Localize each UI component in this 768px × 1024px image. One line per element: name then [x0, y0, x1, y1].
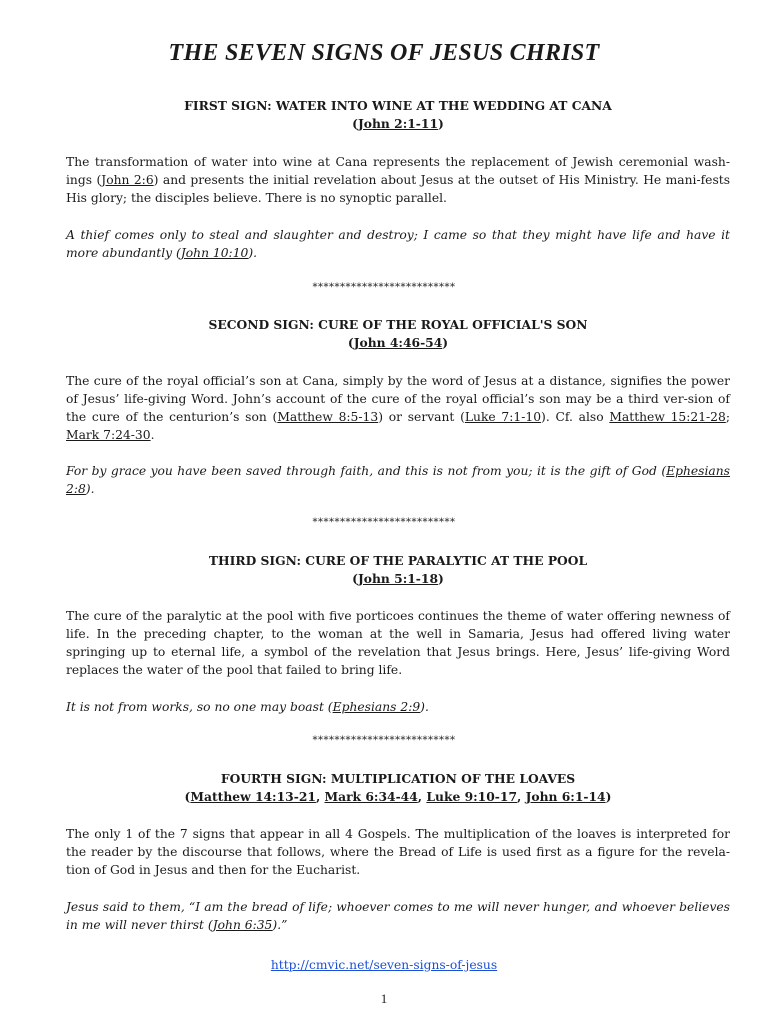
section-body-4	[66, 825, 730, 879]
section-heading-2	[66, 316, 730, 352]
section-heading-3	[66, 552, 730, 588]
body-text: The transformation of water into wine at Cana represents the replacement of Jewish ceremonial wash-ings (	[66, 155, 730, 187]
quote-text: ).	[248, 246, 258, 260]
scripture-ref-link[interactable]: John 6:1-14	[525, 789, 606, 804]
scripture-ref-link[interactable]: John 2:6	[101, 173, 154, 187]
scripture-ref-link[interactable]: Matthew 14:13-21	[190, 789, 316, 804]
heading-ref-line: (John 4:46-54)	[347, 335, 449, 350]
separator: **************************	[312, 735, 456, 746]
scripture-ref-link[interactable]: Matthew 15:21-28	[609, 410, 726, 424]
scripture-ref-link[interactable]: John 10:10	[180, 246, 249, 260]
body-text: ;	[725, 410, 730, 424]
scripture-ref-link[interactable]: Mark 7:24-30	[66, 428, 151, 442]
section-quote-4	[66, 898, 730, 934]
section-quote-1	[66, 226, 730, 262]
quote-text: Jesus said to them, “I am the bread of life; whoever comes to me will never hunger, and whoever believes in me will never thirst (	[66, 900, 730, 932]
quote-text: ).	[420, 700, 429, 714]
body-text: ) or servant (	[378, 410, 465, 424]
separator: **************************	[312, 517, 456, 528]
scripture-ref-link[interactable]: Luke 9:10-17	[426, 789, 517, 804]
heading-text: SECOND SIGN: CURE OF THE ROYAL OFFICIAL'S SON	[208, 317, 588, 332]
scripture-ref-link[interactable]: John 2:1-11	[357, 116, 439, 131]
heading-text: FIRST SIGN: WATER INTO WINE AT THE WEDDING AT CANA	[184, 98, 612, 113]
section-heading-1	[66, 97, 730, 133]
section-heading-4	[66, 770, 730, 806]
section-body-3	[66, 607, 730, 679]
body-text: The cure of the royal official’s son at Cana, simply by the word of Jesus at a distance, signifies the power of Jesus’ life-giving Word. John’s account of the cure of the royal official’s son may be a third ver-sion of the cure of the centurion’s son (	[66, 374, 730, 424]
body-text: ). Cf. also	[541, 410, 610, 424]
scripture-ref-link[interactable]: Matthew 8:5-13	[277, 410, 379, 424]
heading-ref-line: (Matthew 14:13-21, Mark 6:34-44, Luke 9:10-17, John 6:1-14)	[184, 789, 612, 804]
body-text: ) and presents the initial revelation about Jesus at the outset of His Ministry. He mani-fests His glory; the disciples believe. There is no synoptic parallel.	[66, 173, 731, 205]
quote-text: ).”	[272, 918, 288, 932]
section-quote-3	[66, 698, 730, 716]
source-url-link[interactable]: http://cmvic.net/seven-signs-of-jesus	[270, 958, 498, 972]
scripture-ref-link[interactable]: John 5:1-18	[357, 571, 439, 586]
scripture-ref-link[interactable]: John 4:46-54	[353, 335, 443, 350]
body-text: The cure of the paralytic at the pool with five porticoes continues the theme of water offering newness of life. In the preceding chapter, to the woman at the well in Samaria, Jesus had offered living water springing up to eternal life, a symbol of the revelation that Jesus brings. Here, Jesus’ life-giving Word replaces the water of the pool that failed to bring life.	[66, 609, 730, 677]
body-text: .	[150, 428, 155, 442]
section-quote-2	[66, 462, 730, 498]
scripture-ref-link[interactable]: Ephesians 2:9	[332, 700, 421, 714]
separator: **************************	[312, 282, 456, 293]
heading-text: THIRD SIGN: CURE OF THE PARALYTIC AT THE POOL	[208, 553, 588, 568]
quote-text: For by grace you have been saved through faith, and this is not from you; it is the gift of God (	[66, 464, 667, 478]
heading-text: FOURTH SIGN: MULTIPLICATION OF THE LOAVES	[220, 771, 576, 786]
quote-text: It is not from works, so no one may boast (	[66, 700, 333, 714]
scripture-ref-link[interactable]: Mark 6:34-44	[324, 789, 418, 804]
scripture-ref-link[interactable]: Ephesians 2:8	[66, 464, 730, 496]
body-text: The only 1 of the 7 signs that appear in all 4 Gospels. The multiplication of the loaves is interpreted for the reader by the discourse that follows, where the Bread of Life is used first as a figure for the revela-tion of God in Jesus and then for the Eucharist.	[66, 827, 730, 877]
scripture-ref-link[interactable]: Luke 7:1-10	[464, 410, 542, 424]
heading-ref-line: (John 2:1-11)	[352, 116, 444, 131]
source-url	[0, 958, 768, 972]
scripture-ref-link[interactable]: John 6:35	[212, 918, 273, 932]
page-number: 1	[380, 991, 388, 1006]
section-body-1	[66, 153, 730, 207]
quote-text: ).	[85, 482, 95, 496]
quote-text: A thief comes only to steal and slaughter and destroy; I came so that they might have life and have it more abundantly (	[66, 228, 730, 260]
page-title: THE SEVEN SIGNS OF JESUS CHRIST	[168, 40, 600, 66]
heading-ref-line: (John 5:1-18)	[352, 571, 444, 586]
section-body-2	[66, 372, 730, 444]
